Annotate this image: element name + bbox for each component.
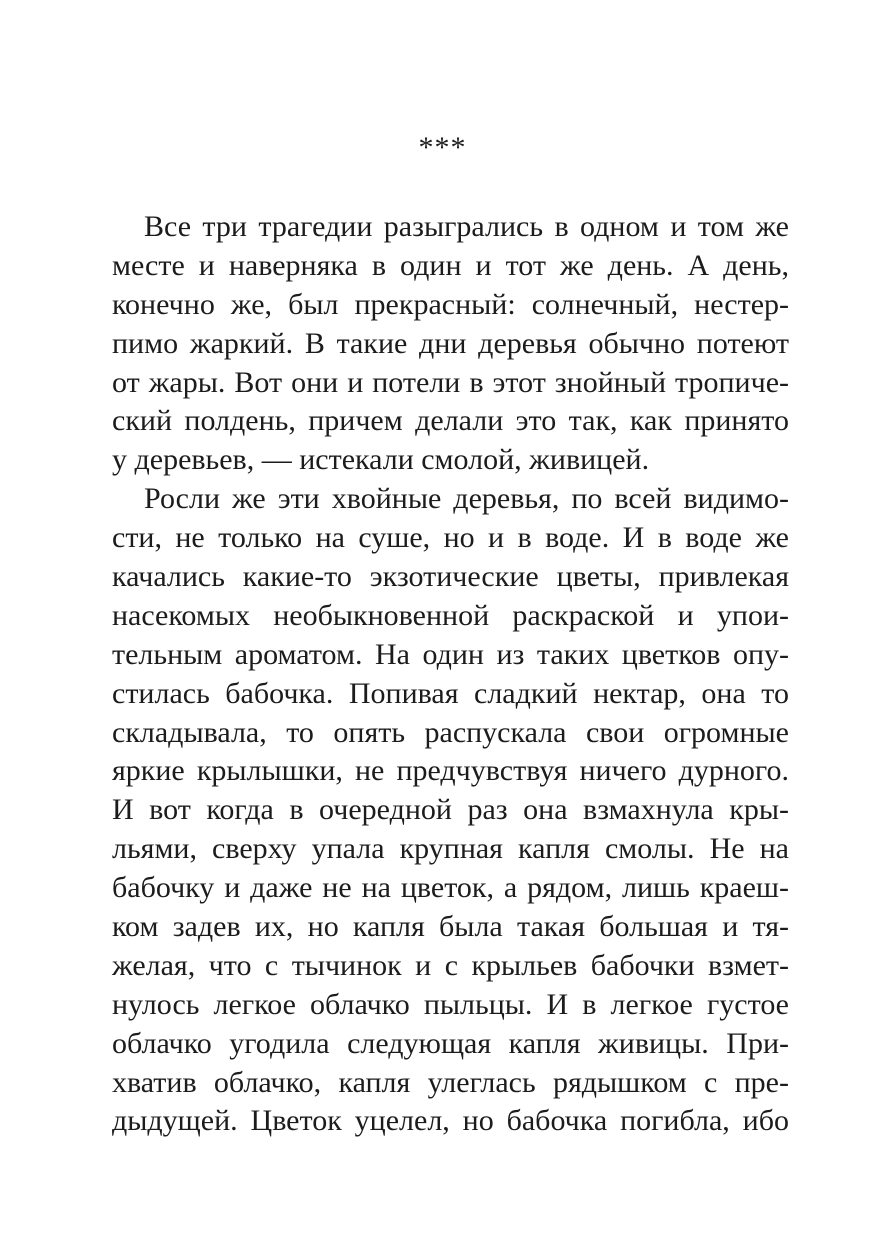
text-line: Все три трагедии разыгрались в одном и том же [144,210,789,243]
text-line: ком задев их, но капля была такая большая и тя- [112,910,789,944]
text-line: у деревьев, — истекали смолой, живицей. [112,443,650,477]
text-line: нулось легкое облачко пыльцы. И в легкое густое [112,987,789,1021]
text-line: хватив облачко, капля улеглась рядышком с пре- [112,1065,789,1099]
text-line: бабочку и даже не на цветок, а рядом, лишь краеш- [112,871,789,905]
text-line: тельным ароматом. На один из таких цветков опу- [112,637,789,671]
text-line: складывала, то опять распускала свои огромные [112,715,789,749]
text-line: качались какие-то экзотические цветы, привлекая [112,560,789,594]
text-line: яркие крылышки, не предчувствуя ничего дурного. [112,754,789,788]
text-line: льями, сверху упала крупная капля смолы. Не на [112,832,789,866]
paragraph [112,480,789,1141]
text-line: стилась бабочка. Попивая сладкий нектар, она то [112,676,789,710]
text-line: конечно же, был прекрасный: солнечный, нестер- [112,287,789,321]
body-text [112,208,789,1141]
text-line: пимо жаркий. В такие дни деревья обычно потеют [112,326,789,360]
text-line: дыдущей. Цветок уцелел, но бабочка погибла, ибо [112,1104,789,1138]
text-line: месте и наверняка в один и тот же день. А день, [112,248,789,282]
text-line: сти, не только на суше, но и в воде. И в воде же [112,521,789,555]
text-line: от жары. Вот они и потели в этот знойный тропиче- [112,365,789,399]
section-separator: *** [418,131,467,164]
text-line: ский полдень, причем делали это так, как принято [112,404,789,438]
paragraph [112,208,789,480]
text-line: желая, что с тычинок и с крыльев бабочки взмет- [112,948,789,982]
text-line: Росли же эти хвойные деревья, по всей видимо- [144,482,789,516]
text-line: облачко угодила следующая капля живицы. При- [112,1026,789,1060]
text-line: И вот когда в очередной раз она взмахнула кры- [112,793,789,827]
text-line: насекомых необыкновенной раскраской и упои- [112,598,789,632]
